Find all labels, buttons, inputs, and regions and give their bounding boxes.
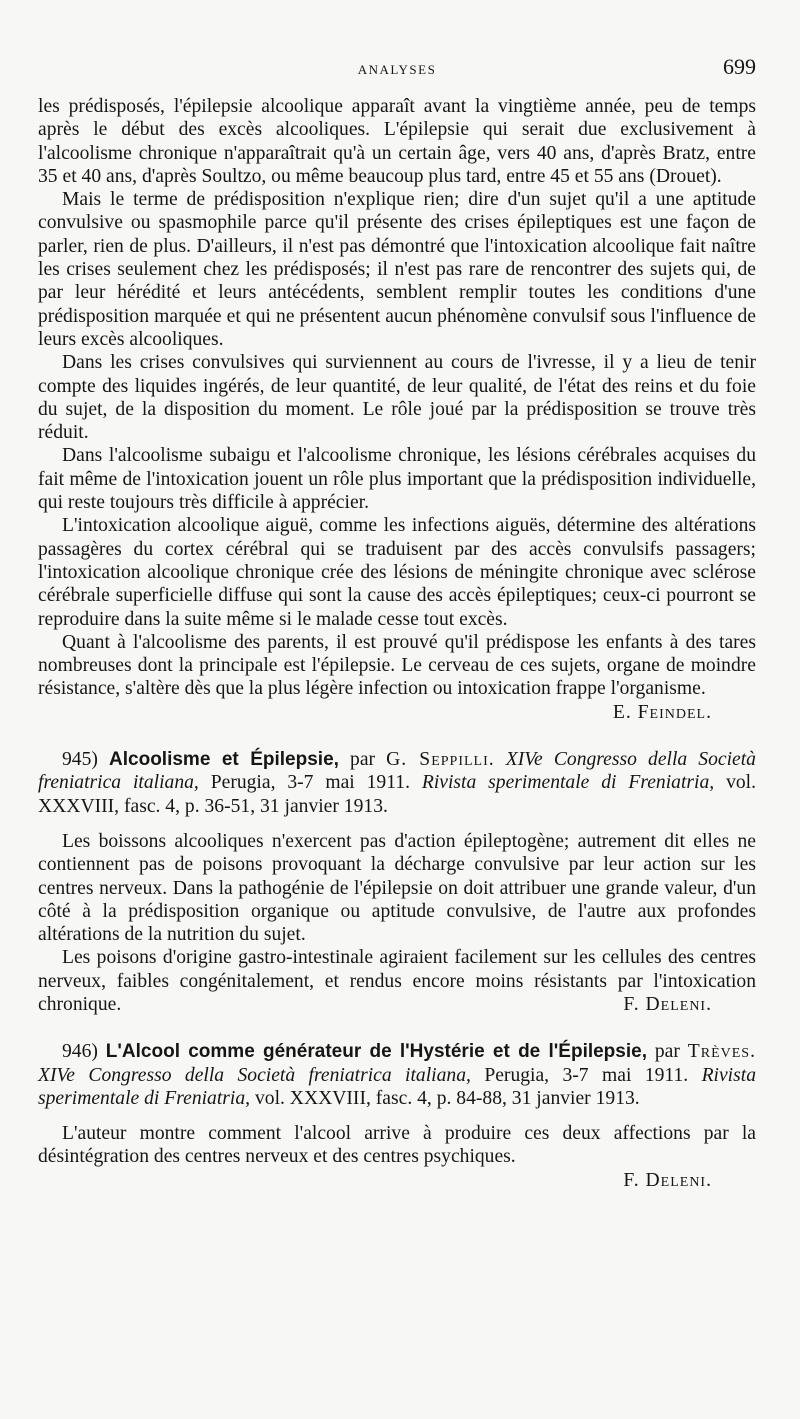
intro-signature: E. Feindel. xyxy=(612,701,712,723)
entry-945-number: 945) xyxy=(62,749,98,771)
page-number: 699 xyxy=(723,54,756,79)
entry-945-title: Alcoolisme et Épilepsie, xyxy=(109,749,339,771)
intro-paragraph-1: les prédisposés, l'épilepsie alcoolique apparaît avant la vingtième année, peu de temps après le début des excès alcooliques. L'épilepsie qui serait due exclusivement à l'alcoolisme chronique n'apparaîtrait qu'à un certain âge, vers 40 ans, d'après Bratz, entre 35 et 40 ans, d'après Soultzo, ou même beaucoup plus tard, entre 45 et 55 ans (Drouet). xyxy=(38,96,756,187)
page-body xyxy=(38,95,756,1192)
entry-945-journal: Rivista sperimentale di Freniatria, xyxy=(421,772,715,794)
intro-section xyxy=(38,95,756,724)
intro-paragraph-6 xyxy=(38,631,756,724)
entry-946-title: L'Alcool comme générateur de l'Hystérie et de l'Épilepsie, xyxy=(105,1041,647,1063)
intro-paragraph-6-text: Quant à l'alcoolisme des parents, il est prouvé qu'il prédispose les enfants à des tares nombreuses dont la principale est l'épilepsie. Le cerveau de ces sujets, organe de moindre résistance, s'altère dès que la plus légère infection ou intoxication frappe l'organisme. xyxy=(38,631,756,700)
entry-945-author: G. Seppilli. xyxy=(386,749,495,771)
entry-945-paragraph-2 xyxy=(38,946,756,1016)
running-title: ANALYSES xyxy=(357,62,437,77)
entry-945-author-prefix: par xyxy=(350,749,376,771)
entry-946-body xyxy=(38,1122,756,1192)
entry-946-author: Trèves. xyxy=(687,1041,756,1063)
entry-945-body xyxy=(38,830,756,1016)
entry-946-author-prefix: par xyxy=(654,1041,680,1063)
entry-946 xyxy=(38,1040,756,1192)
entry-946-congress: XIVe Congresso della Società freniatrica italiana, xyxy=(38,1064,471,1086)
entry-945-paragraph-1: Les boissons alcooliques n'exercent pas d'action épileptogène; autrement dit elles ne contiennent pas de poisons provoquant la décharge convulsive par leur action sur les centres nerveux. Dans la pathogénie de l'épilepsie on doit attribuer une grande valeur, d'un côté à la prédisposition organique ou aptitude convulsive, de l'autre aux profondes altérations de la nutrition du sujet. xyxy=(38,830,756,946)
intro-paragraph-5: L'intoxication alcoolique aiguë, comme les infections aiguës, détermine des altérations passagères du cortex cérébral qui se traduisent par des accès convulsifs passagers; l'intoxication alcoolique chronique crée des lésions de méningite chronique avec sclérose cérébrale superficielle diffuse qui sont la cause des accès épileptiques; ceux-ci pourront se reproduire dans la suite même si le malade cesse tout excès. xyxy=(38,515,756,630)
intro-paragraph-3: Dans les crises convulsives qui surviennent au cours de l'ivresse, il y a lieu de tenir compte des liquides ingérés, de leur quantité, de leur qualité, de l'état des reins et du foie du sujet, de la disposition du moment. Le rôle joué par la prédisposition se trouve très réduit. xyxy=(38,352,756,444)
entry-945-signature: F. Deleni. xyxy=(623,993,712,1015)
entry-945 xyxy=(38,748,756,1016)
entry-946-paragraph-1: L'auteur montre comment l'alcool arrive à produire ces deux affections par la désintégration des centres nerveux et des centres psychiques. xyxy=(38,1123,756,1168)
entry-946-heading xyxy=(38,1040,756,1110)
entry-945-heading xyxy=(38,748,756,818)
entry-946-journal: Rivista sperimentale di Freniatria, xyxy=(38,1064,756,1109)
entry-946-volume: vol. XXXVIII, fasc. 4, p. 84-88, 31 janvier 1913. xyxy=(254,1087,640,1109)
entry-946-signature: F. Deleni. xyxy=(623,1169,712,1191)
entry-946-place: Perugia, 3-7 mai 1911. xyxy=(484,1064,689,1086)
entry-945-paragraph-2-text: Les poisons d'origine gastro-intestinale agiraient facilement sur les cellules des centres nerveux, faibles congénitalement, et rendus encore moins résistants par l'intoxication chronique. xyxy=(38,947,756,1015)
entry-945-volume: vol. XXXVIII, fasc. 4, p. 36-51, 31 janvier 1913. xyxy=(38,772,757,817)
intro-paragraph-2: Mais le terme de prédisposition n'explique rien; dire d'un sujet qu'il a une aptitude convulsive ou spasmophile parce qu'il présente des crises épileptiques est une façon de parler, rien de plus. D'ailleurs, il n'est pas démontré que l'intoxication alcoolique fait naître les crises seulement chez les prédisposés; il n'est pas rare de rencontrer des sujets qui, de par leur hérédité et leurs antécédents, semblent remplir toutes les conditions d'une prédisposition marquée et qui ne présentent aucun phénomène convulsif sous l'influence de leurs excès alcooliques. xyxy=(38,189,756,350)
entry-946-number: 946) xyxy=(62,1041,98,1063)
entry-945-congress: XIVe Congresso della Società freniatrica italiana, xyxy=(38,749,756,794)
entry-945-place: Perugia, 3-7 mai 1911. xyxy=(210,772,410,794)
running-header xyxy=(38,52,756,82)
intro-paragraph-4: Dans l'alcoolisme subaigu et l'alcoolisme chronique, les lésions cérébrales acquises du fait même de l'intoxication jouent un rôle plus important que la prédisposition individuelle, qui reste toujours très difficile à apprécier. xyxy=(38,445,756,514)
